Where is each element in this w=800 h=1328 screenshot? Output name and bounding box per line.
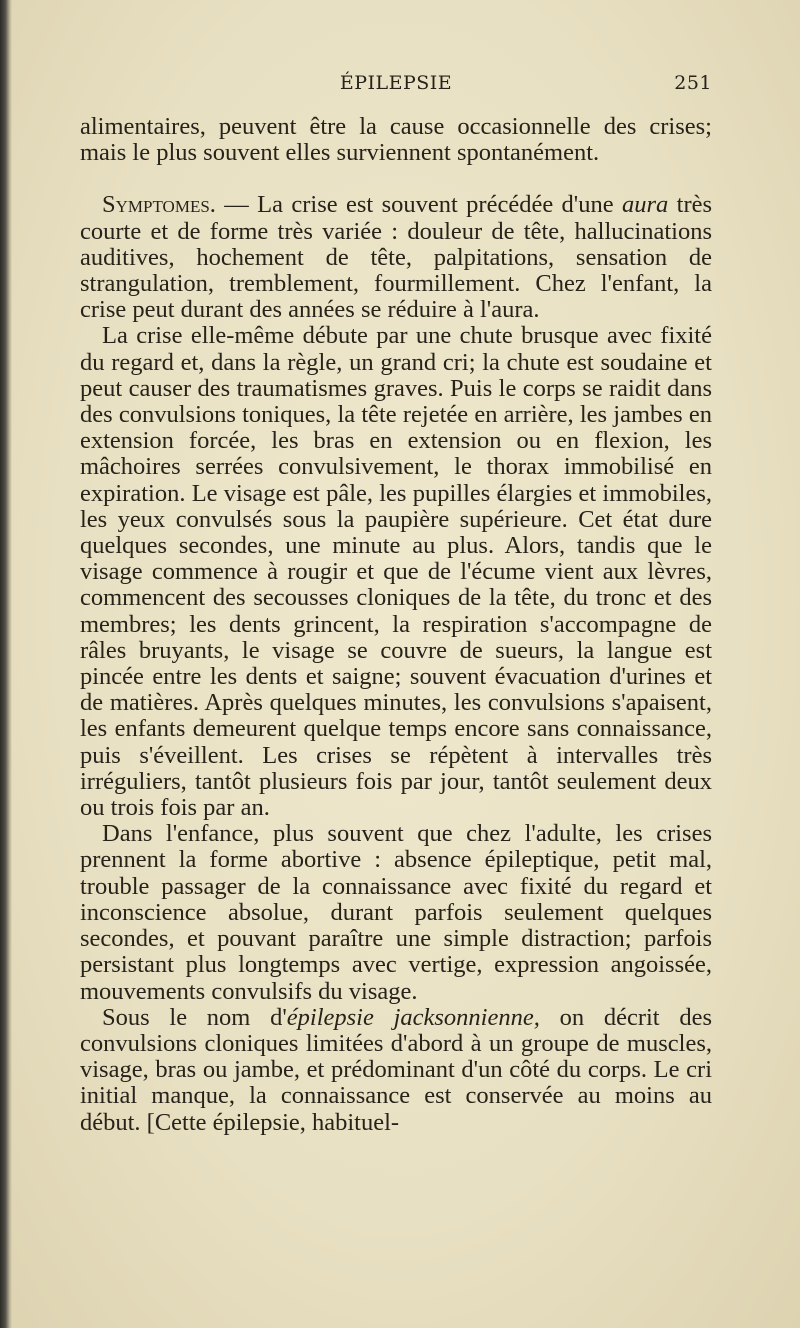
page-body [80, 114, 712, 1136]
paragraph-continuation [80, 114, 712, 166]
italic-term: aura [621, 191, 669, 219]
page-header [80, 72, 712, 102]
paragraph-symptomes [80, 192, 712, 323]
paragraph-text: très courte et de forme très variée : douleur de tête, hallucinations auditives, hochement de tête, palpitations, sensation de strangulation, tremblement, fourmillement. Chez l'enfant, la crise peut durant des années se réduire à l'aura. [80, 191, 713, 324]
paragraph-text: La crise est souvent précédée d'une [257, 191, 622, 219]
paragraph-text: Dans l'enfance, plus souvent que chez l'adulte, les crises prennent la forme abortive : absence épileptique, petit mal, trouble passager de la connaissance avec fixité du regard et inconscience absolue, durant parfois seulement quelques secondes, et pouvant paraître une simple distraction; parfois persistant plus longtemps avec vertige, expression angoissée, mouvements convulsifs du visage. [80, 820, 712, 1005]
paragraph-text: Sous le nom d' [102, 1003, 287, 1031]
heading-dash: — [215, 191, 258, 219]
section-heading: Symptomes. [102, 191, 216, 219]
book-spine-shadow [0, 0, 12, 1328]
paragraph-text: La crise elle-même débute par une chute brusque avec fixité du regard et, dans la règle, un grand cri; la chute est soudaine et peut causer des traumatismes graves. Puis le corps se raidit dans des convulsions toniques, la tête rejetée en arrière, les jambes en extension forcée, les bras en extension ou en flexion, les mâchoires serrées convulsivement, le thorax immobilisé en expiration. Le visage est pâle, les pupilles élargies et immobiles, les yeux convulsés sous la paupière supérieure. Cet état dure quelques secondes, une minute au plus. Alors, tandis que le visage commence à rougir et que de l'écume vient aux lèvres, commencent des secousses cloniques de la tête, du tronc et des membres; les dents grincent, la respiration s'accompagne de râles bruyants, le visage se couvre de sueurs, la langue est pincée entre les dents et saigne; souvent évacuation d'urines et de matières. Après quelques minutes, les convulsions s'apaisent, les enfants demeurent quelque temps encore sans connaissance, puis s'éveillent. Les crises se répètent à intervalles très irréguliers, tantôt plusieurs fois par jour, tantôt seulement deux ou trois fois par an. [80, 322, 712, 822]
paragraph-jacksonnienne [80, 1005, 712, 1136]
paragraph-crise [80, 323, 712, 821]
running-title: ÉPILEPSIE [339, 72, 453, 94]
paragraph-enfance [80, 821, 712, 1004]
italic-term: épilepsie jacksonnienne, [286, 1003, 540, 1031]
paragraph-text: alimentaires, peuvent être la cause occasionnelle des crises; mais le plus souvent elles surviennent spontanément. [80, 113, 712, 167]
paragraph-text: on décrit des convulsions cloniques limitées d'abord à un groupe de muscles, visage, bras ou jambe, et prédominant d'un côté du corps. Le cri initial manque, la connaissance est conservée au moins au début. [Cette épilepsie, habituel- [80, 1003, 712, 1136]
page-number: 251 [674, 72, 712, 94]
